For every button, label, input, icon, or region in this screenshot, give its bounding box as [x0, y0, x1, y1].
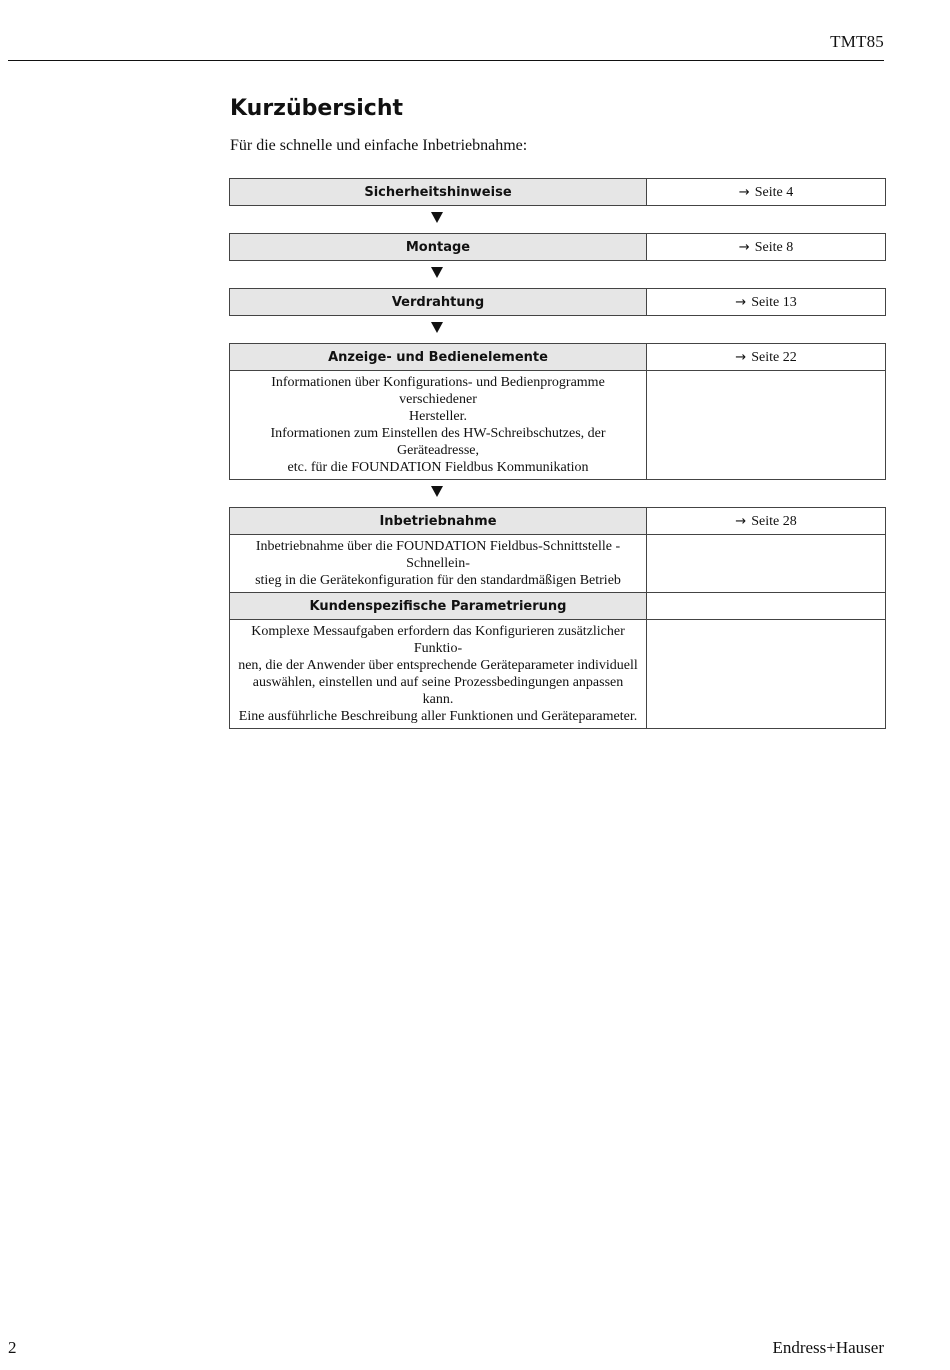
footer-brand: Endress+Hauser [772, 1338, 884, 1357]
step-label: Montage [230, 234, 647, 261]
arrow-right-icon: → [738, 239, 750, 255]
arrow-right-icon: → [735, 513, 747, 529]
page-reference-text: Seite 4 [754, 184, 794, 200]
header-divider [8, 60, 884, 61]
sub-step-label: Kundenspezifische Parametrierung [230, 593, 647, 620]
page-title: Kurzübersicht [230, 96, 404, 121]
step-label: Anzeige- und Bedienelemente [230, 344, 647, 371]
step-label: Verdrahtung [230, 289, 647, 316]
description-line: Inbetriebnahme über die FOUNDATION Fieldbus-Schnittstelle - Schnellein- [255, 539, 621, 571]
arrow-down-icon [431, 322, 443, 333]
step-description [230, 371, 647, 480]
description-line: auswählen, einstellen und auf seine Prozessbedingungen anpassen kann. [252, 675, 624, 707]
description-line: Hersteller. [409, 409, 467, 424]
description-line: Informationen zum Einstellen des HW-Schreibschutzes, der Geräteadresse, [270, 426, 606, 458]
page-number: 2 [8, 1338, 17, 1357]
arrow-right-icon: → [738, 184, 750, 200]
step-label: Sicherheitshinweise [230, 179, 647, 206]
page-reference-text: Seite 8 [754, 239, 794, 255]
step-box-verdrahtung [229, 288, 886, 316]
sub-step-description [230, 620, 647, 729]
empty-cell [647, 535, 886, 593]
empty-cell [647, 620, 886, 729]
step-label: Inbetriebnahme [230, 508, 647, 535]
description-line: stieg in die Gerätekonfiguration für den standardmäßigen Betrieb [255, 573, 621, 588]
page-reference [647, 234, 886, 261]
description-line: Eine ausführliche Beschreibung aller Funktionen und Geräteparameter. [238, 709, 638, 724]
empty-cell [647, 371, 886, 480]
page-reference [647, 508, 886, 535]
step-box-inbetriebnahme [229, 507, 886, 729]
description-line: nen, die der Anwender über entsprechende Geräteparameter individuell [238, 658, 638, 673]
step-box-anzeige-bedienelemente [229, 343, 886, 480]
description-line: Informationen über Konfigurations- und Bedienprogramme verschiedener [271, 375, 605, 407]
arrow-down-icon [431, 267, 443, 278]
arrow-right-icon: → [735, 349, 747, 365]
page-reference [647, 289, 886, 316]
arrow-down-icon [431, 212, 443, 223]
step-box-sicherheitshinweise [229, 178, 886, 206]
arrow-down-icon [431, 486, 443, 497]
description-line: etc. für die FOUNDATION Fieldbus Kommunikation [287, 460, 589, 475]
page-reference-text: Seite 13 [751, 294, 797, 310]
description-line: Komplexe Messaufgaben erfordern das Konfigurieren zusätzlicher Funktio- [251, 624, 625, 656]
empty-cell [647, 593, 886, 620]
header-product-name: TMT85 [830, 32, 884, 51]
page-reference-text: Seite 22 [751, 349, 797, 365]
intro-text: Für die schnelle und einfache Inbetriebnahme: [230, 137, 528, 154]
quick-start-flowchart [229, 178, 885, 729]
page-reference [647, 179, 886, 206]
step-box-montage [229, 233, 886, 261]
step-description [230, 535, 647, 593]
page-reference-text: Seite 28 [751, 513, 797, 529]
page-reference [647, 344, 886, 371]
arrow-right-icon: → [735, 294, 747, 310]
